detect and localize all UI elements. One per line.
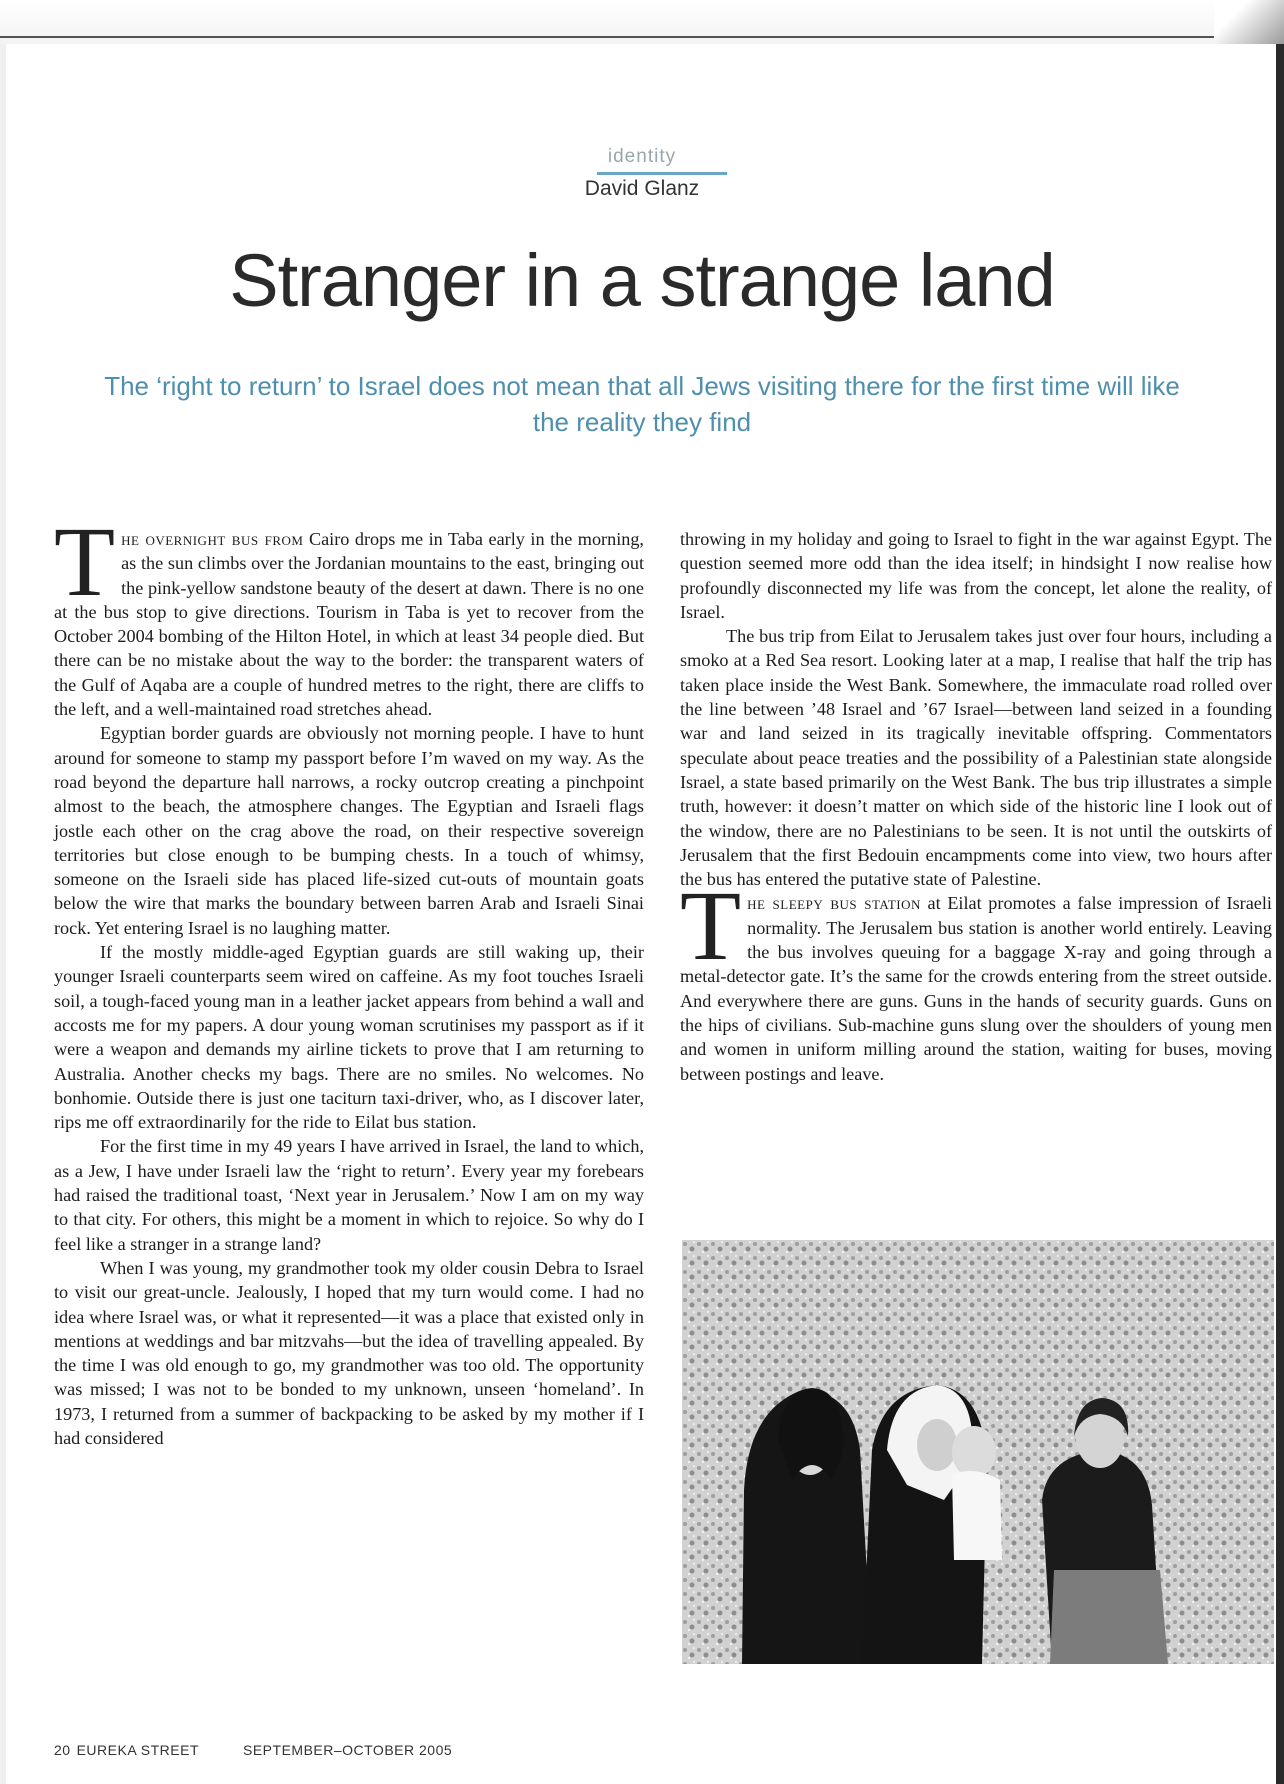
issue-date: SEPTEMBER–OCTOBER 2005	[243, 1742, 453, 1758]
kicker-rule	[597, 172, 727, 175]
drop-cap: T	[680, 870, 742, 982]
photo-women-and-child	[682, 1240, 1274, 1664]
article-photo	[682, 1240, 1274, 1664]
article-column-left	[54, 506, 644, 1450]
article-paragraph: For the first time in my 49 years I have arrived in Israel, the land to which, as a Jew, I have under Israeli law the ‘right to return’. Every year my forebears had raised the traditional toast, ‘Next year in Jerusalem.’ Now I am on my way to that city. For others, this might be a moment in which to rejoice. So why do I feel like a stranger in a strange land?	[54, 1136, 644, 1254]
article-paragraph: The bus trip from Eilat to Jerusalem takes just over four hours, including a smoko at a Red Sea resort. Looking later at a map, I realise that half the trip has taken place inside the West Bank. Somewhere, the immaculate road rolled over the line between ’48 Israel and ’67 Israel—between land seized in a founding war and land seized in its tragically inevitable offspring. Commentators speculate about peace treaties and the possibility of a Palestinian state alongside Israel, a state based primarily on the West Bank. The bus trip illustrates a simple truth, however: it doesn’t matter on which side of the historic line I look out of the window, there are no Palestinians to be seen. It is not until the outskirts of Jerusalem that the first Bedouin encampments come into view, two hours after the bus has entered the putative state of Palestine.	[680, 626, 1272, 890]
page-corner-shadow	[1214, 0, 1284, 44]
publication-name: EUREKA STREET	[76, 1742, 199, 1758]
article-paragraph	[680, 870, 1272, 1085]
author-byline: David Glanz	[584, 177, 700, 200]
article-paragraph	[54, 506, 644, 721]
section-kicker: identity	[607, 146, 677, 167]
article-paragraph: Egyptian border guards are obviously not morning people. I have to hunt around for someone to stamp my passport before I’m waved on my way. As the road beyond the departure hall narrows, a rocky outcrop creating a pinchpoint almost to the beach, the atmosphere changes. The Egyptian and Israeli flags jostle each other on the crag above the road, on their respective sovereign territories but close enough to be bumping chests. In a touch of whimsy, someone on the Israeli side has placed life-sized cut-outs of mountain goats below the wire that marks the boundary between barren Arab and Israeli Sinai rock. Yet entering Israel is no laughing matter.	[54, 723, 644, 938]
article-paragraph: throwing in my holiday and going to Israel to fight in the war against Egypt. The question seemed more odd than the idea itself; in hindsight I now realise how profoundly disconnected my life was from the concept, let alone the reality, of Israel.	[680, 529, 1272, 622]
standfirst: The ‘right to return’ to Israel does not mean that all Jews visiting there for the first time will like the reality they find	[104, 371, 1180, 437]
page-footer	[54, 1742, 496, 1758]
lead-in: he overnight bus from	[121, 529, 304, 549]
page-number: 20	[54, 1742, 71, 1758]
article-paragraph: If the mostly middle-aged Egyptian guards are still waking up, their younger Israeli counterparts seem wired on caffeine. As my foot touches Israeli soil, a tough-faced young man in a leather jacket appears from behind a wall and accosts me for my papers. A dour young woman scrutinises my passport as if it were a weapon and demands my airline tickets to prove that I am returning to Australia. Another checks my bags. There are no smiles. No welcomes. No bonhomie. Outside there is just one taciturn taxi-driver, who, as I discover later, rips me off extraordinarily for the ride to Eilat bus station.	[54, 942, 644, 1133]
article-column-right	[680, 527, 1272, 1086]
article-paragraph: When I was young, my grandmother took my older cousin Debra to Israel to visit our great-uncle. Jealously, I hoped that my turn would come. I had no idea where Israel was, or what it represented—it was a place that existed only in mentions at weddings and bar mitzvahs—but the idea of travelling appealed. By the time I was old enough to go, my grandmother was too old. The opportunity was missed; I was not to be bonded to my unknown, unseen ‘homeland’. In 1973, I returned from a summer of backpacking to be asked by my mother if I had considered	[54, 1257, 644, 1448]
drop-cap: T	[54, 506, 116, 617]
paragraph-text: Cairo drops me in Taba early in the morning, as the sun climbs over the Jordanian mountains to the east, bringing out the pink-yellow sandstone beauty of the desert at dawn. There is no one at the bus stop to give directions. Tourism in Taba is yet to recover from the October 2004 bombing of the Hilton Hotel, in which at least 34 people died. But there can be no mistake about the way to the border: the transparent waters of the Gulf of Aqaba are a couple of hundred metres to the right, there are cliffs to the left, and a well-maintained road stretches ahead.	[54, 529, 644, 720]
paragraph-text: at Eilat promotes a false impression of Israeli normality. The Jerusalem bus station is another world entirely. Leaving the bus involves queuing for a baggage X-ray and going through a metal-detector gate. It’s the same for the crowds entering from the street outside. And everywhere there are guns. Guns in the hands of security guards. Guns on the hips of civilians. Sub-machine guns slung over the shoulders of young men and women in uniform milling around the station, waiting for buses, moving between postings and leave.	[680, 893, 1272, 1084]
lead-in: he sleepy bus station	[747, 893, 921, 914]
headline: Stranger in a strange land	[229, 239, 1055, 322]
scan-top-edge	[0, 0, 1284, 44]
